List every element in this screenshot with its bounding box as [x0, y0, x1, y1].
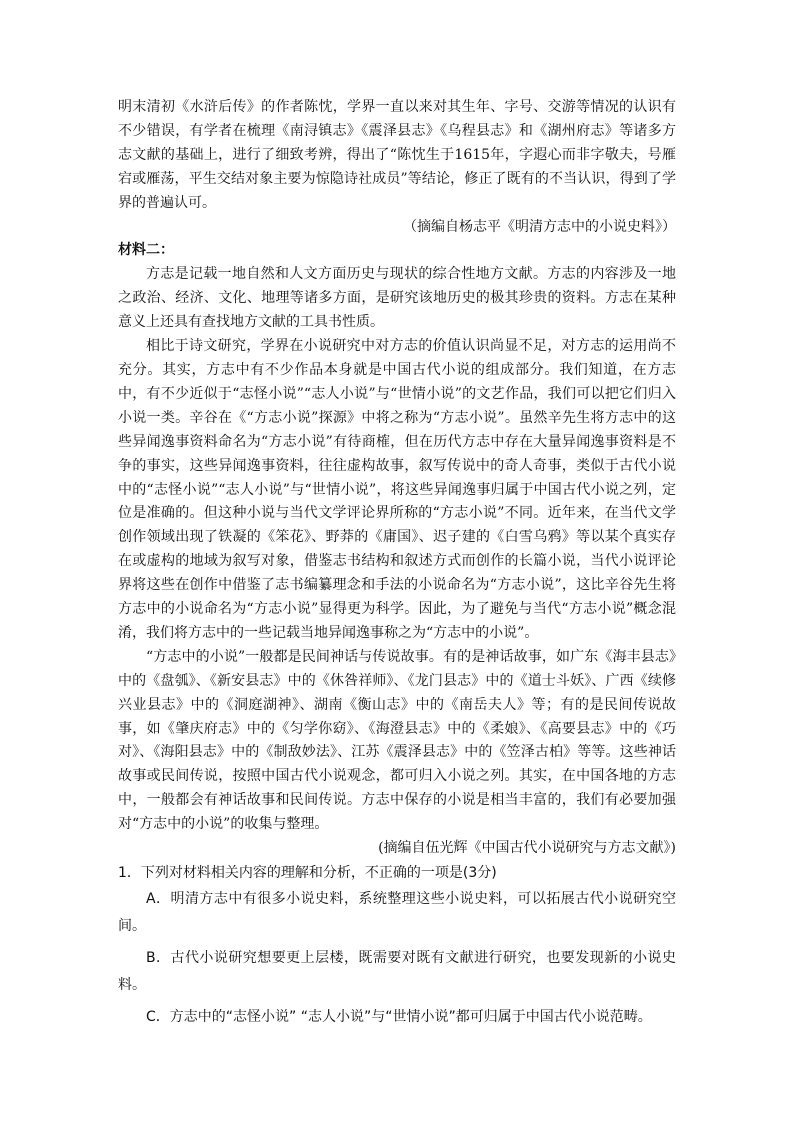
material2-paragraph-3: “方志中的小说”一般都是民间神话与传说故事。有的是神话故事，如广东《海丰县志》中的《盘瓠》、《新安县志》中的《休咎祥师》、《龙门县志》中的《道士斗妖》、广西《续修兴业县志》中的《洞庭湖神》、湖南《衡山志》中的《南岳夫人》等；有的是民间传说故事，如《肇庆府志》中的《匀学你窈》、《海澄县志》中的《柔娘》、《高要县志》中的《巧对》、《海阳县志》中的《制敌妙法》、江苏《震泽县志》中的《笠泽古柏》等等。这些神话故事或民间传说，按照中国古代小说观念，都可归入小说之列。其实，在中国各地的方志中，一般都会有神话故事和民间传说。方志中保存的小说是相当丰富的，我们有必要加强对“方志中的小说”的收集与整理。 — [118, 648, 676, 833]
question-1-option-b: B．古代小说研究想要更上层楼，既需要对既有文献进行研究，也要发现新的小说史料。 — [118, 949, 676, 993]
question-1-option-c: C．方志中的“志怪小说” “志人小说”与“世情小说”都可归属于中国古代小说范畴。 — [146, 1008, 652, 1025]
material2-paragraph-2: 相比于诗文研究，学界在小说研究中对方志的价值认识尚显不足，对方志的运用尚不充分。其实，方志中有不少作品本身就是中国古代小说的组成部分。我们知道，在方志中，有不少近似于“志怪小说”“志人小说”与“世情小说”的文艺作品，我们可以把它们归入小说一类。辛谷在《“方志小说”探源》中将之称为“方志小说”。虽然辛先生将方志中的这些异闻逸事资料命名为“方志小说”有待商榷，但在历代方志中存在大量异闻逸事资料是不争的事实，这些异闻逸事资料，往往虚构故事，叙写传说中的奇人奇事，类似于古代小说中的“志怪小说”“志人小说”与“世情小说”，将这些异闻逸事归属于中国古代小说之列，定位是准确的。但这种小说与当代文学评论界所称的“方志小说”不同。近年来，在当代文学创作领域出现了铁凝的《笨花》、野莽的《庸国》、迟子建的《白雪乌鸦》等以某个真实存在或虚构的地域为叙写对象，借鉴志书结构和叙述方式而创作的长篇小说，当代小说评论界将这些在创作中借鉴了志书编纂理念和手法的小说命名为“方志小说”，这比辛谷先生将方志中的小说命名为“方志小说”显得更为科学。因此，为了避免与当代“方志小说”概念混淆，我们将方志中的一些记载当地异闻逸事称之为“方志中的小说”。 — [118, 338, 676, 641]
intro-source: （摘编自杨志平《明清方志中的小说史料》） — [403, 218, 676, 235]
material2-source: (摘编自伍光辉《中国古代小说研究与方志文献》) — [378, 840, 676, 857]
intro-paragraph: 明末清初《水浒后传》的作者陈忱，学界一直以来对其生年、字号、交游等情况的认识有不少错误，有学者在梳理《南浔镇志》《震泽县志》《乌程县志》和《湖州府志》等诸多方志文献的基础上，进行了细致考辨，得出了“陈忱生于1615年，字遐心而非字敬夫，号雁宕或雁荡，平生交结对象主要为惊隐诗社成员”等结论，修正了既有的不当认识，得到了学界的普遍认可。 — [118, 99, 676, 211]
material2-paragraph-1: 方志是记载一地自然和人文方面历史与现状的综合性地方文献。方志的内容涉及一地之政治、经济、文化、地理等诸多方面，是研究该地历史的极其珍贵的资料。方志在某种意义上还具有查找地方文献的工具书性质。 — [118, 266, 676, 331]
document-page — [118, 96, 676, 1031]
question-1-stem: 1．下列对材料相关内容的理解和分析，不正确的一项是(3分) — [118, 865, 497, 881]
question-1-option-a: A．明清方志中有很多小说史料，系统整理这些小说史料，可以拓展古代小说研究空间。 — [118, 890, 676, 934]
material2-heading: 材料二： — [118, 242, 174, 259]
